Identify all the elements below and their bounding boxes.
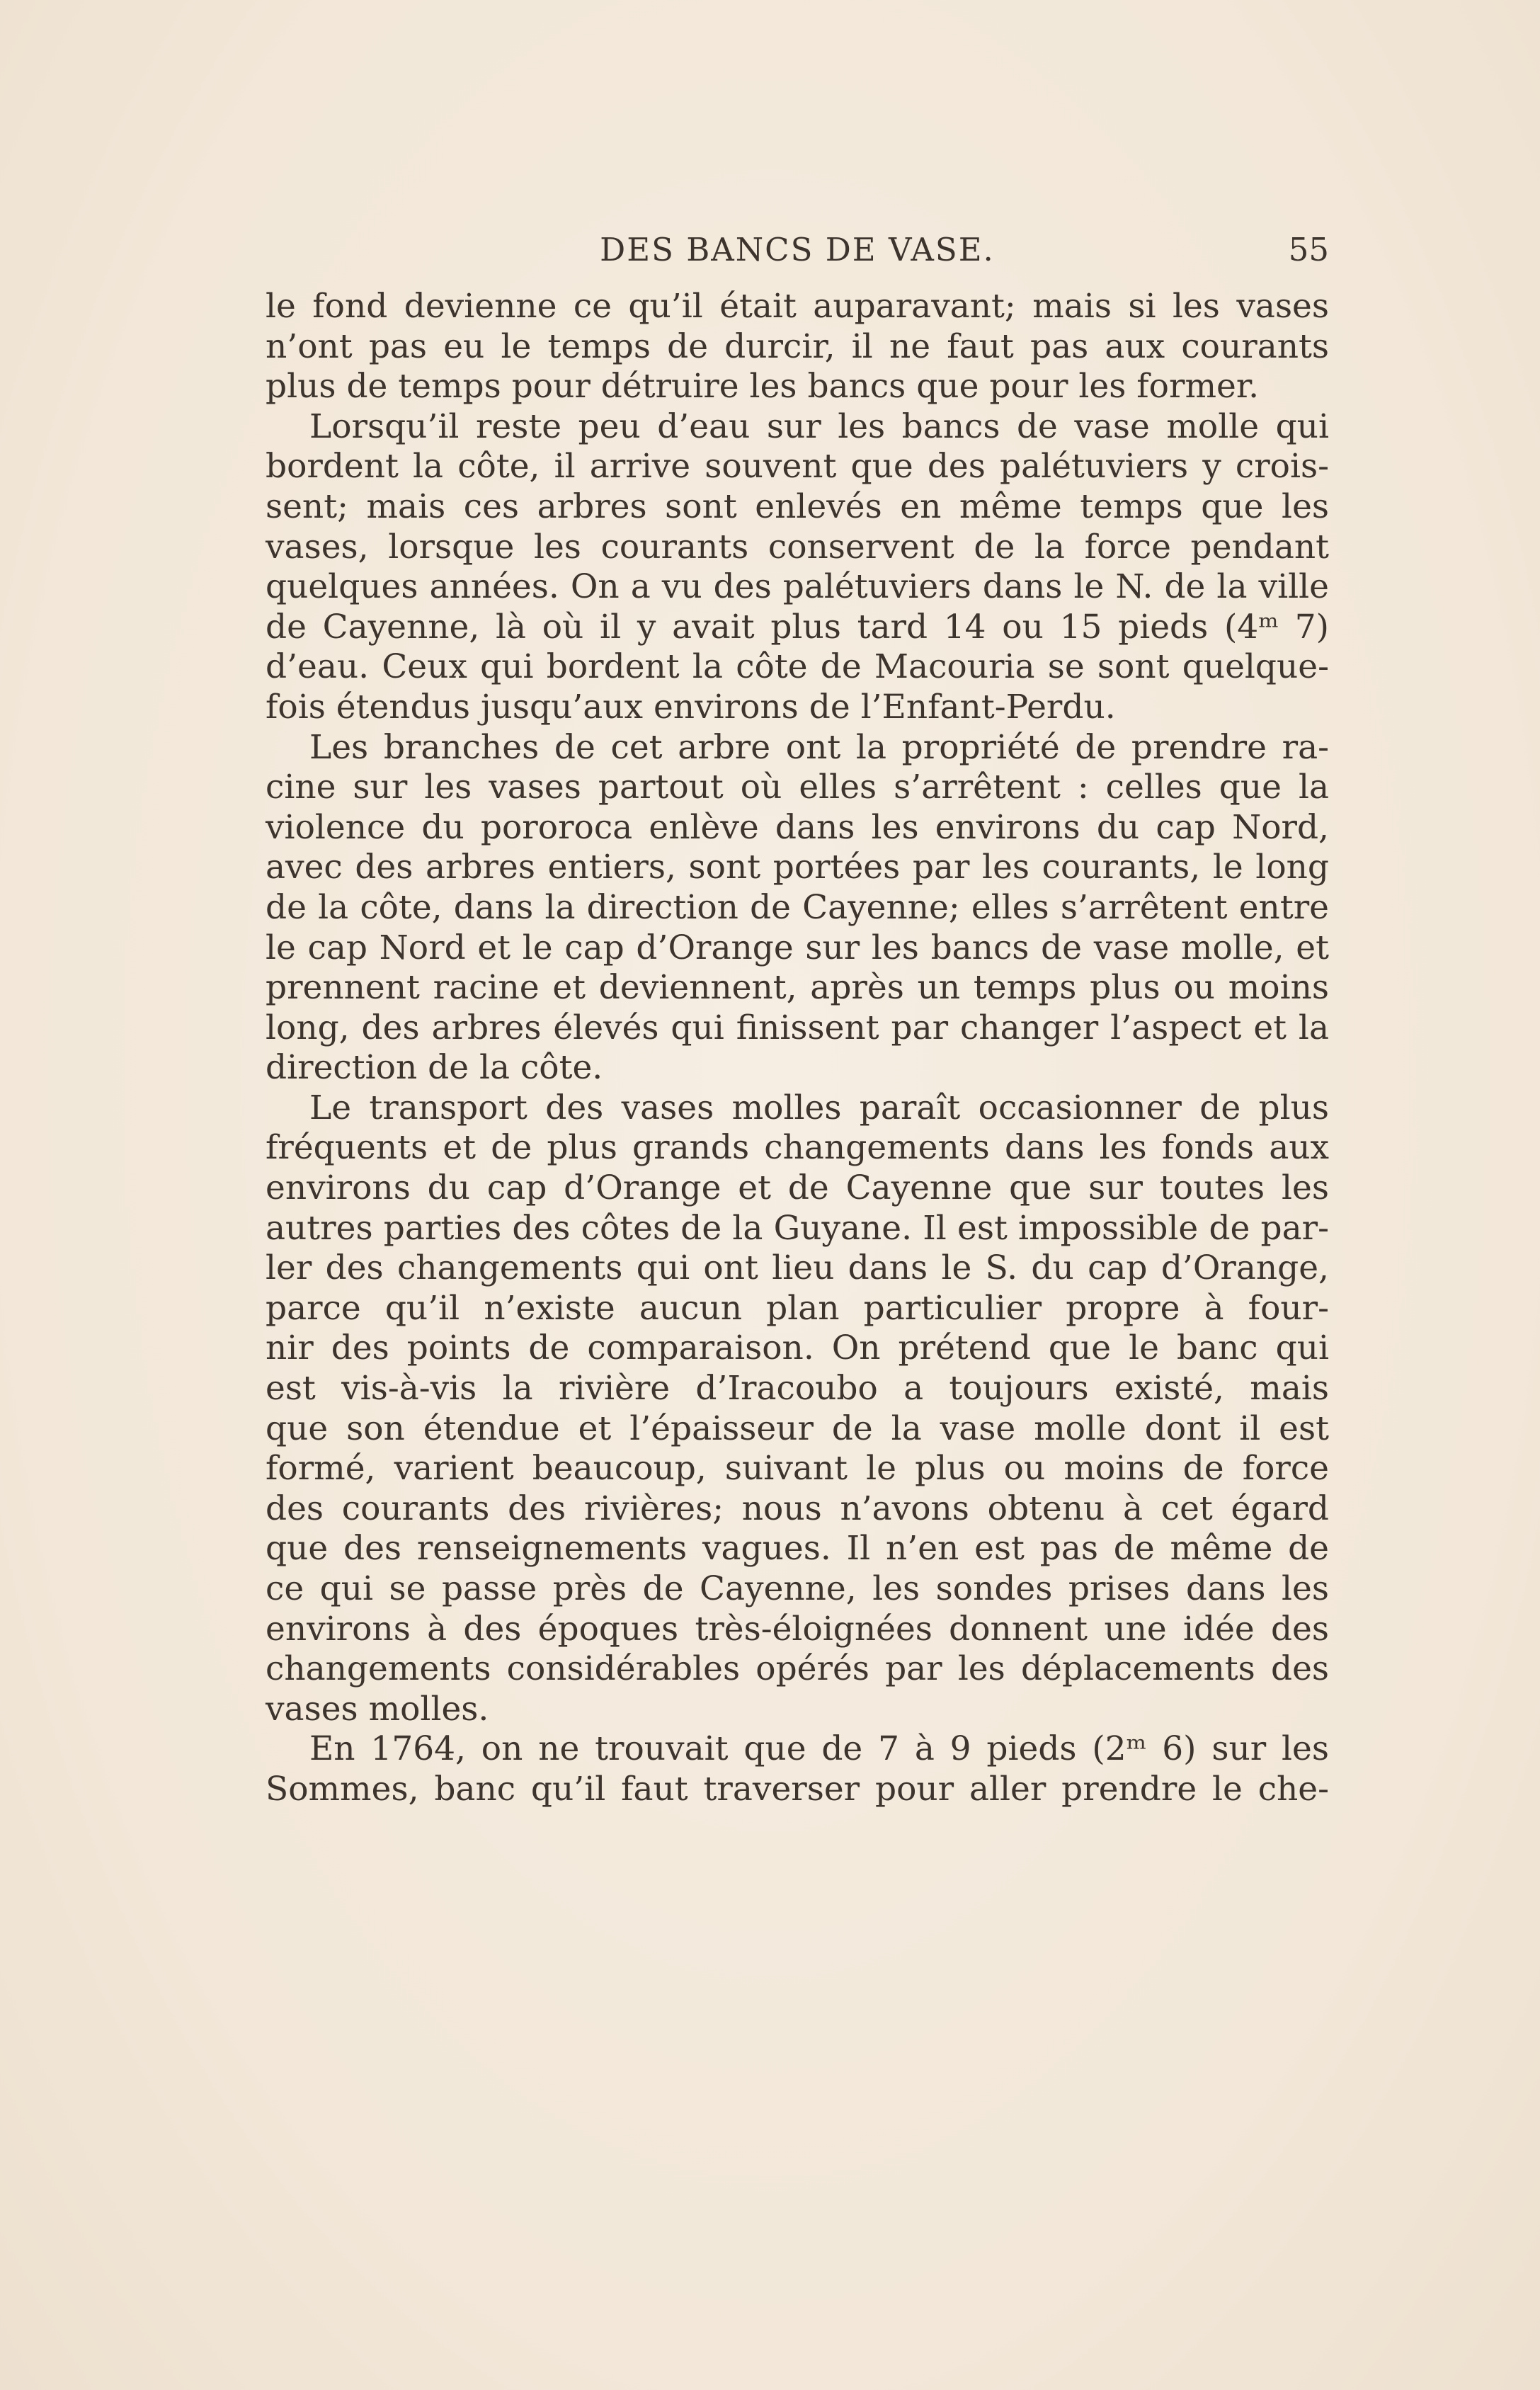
text-line: violence du pororoca enlève dans les environs du cap Nord,	[266, 807, 1329, 847]
text-line: nir des points de comparaison. On prétend que le banc qui	[266, 1328, 1329, 1368]
running-title: DES BANCS DE VASE.	[600, 231, 995, 268]
text-line: environs à des époques très-éloignées donnent une idée des	[266, 1609, 1329, 1649]
text-line: Les branches de cet arbre ont la propriété de prendre ra-	[309, 727, 1329, 767]
text-line: d’eau. Ceux qui bordent la côte de Macouria se sont quelque-	[266, 647, 1329, 687]
text-line: En 1764, on ne trouvait que de 7 à 9 pieds (2ᵐ 6) sur les	[309, 1729, 1329, 1769]
text-line: Sommes, banc qu’il faut traverser pour aller prendre le che-	[266, 1769, 1329, 1809]
page-number: 55	[1288, 231, 1329, 268]
text-line: Le transport des vases molles paraît occasionner de plus	[309, 1088, 1329, 1127]
text-line: ler des changements qui ont lieu dans le S. du cap d’Orange,	[266, 1248, 1329, 1288]
text-line: des courants des rivières; nous n’avons obtenu à cet égard	[266, 1489, 1329, 1528]
text-line: de la côte, dans la direction de Cayenne; elles s’arrêtent entre	[266, 887, 1329, 927]
text-line: vases, lorsque les courants conservent de la force pendant	[266, 527, 1329, 567]
text-line: de Cayenne, là où il y avait plus tard 14 ou 15 pieds (4ᵐ 7)	[266, 607, 1329, 647]
text-line: autres parties des côtes de la Guyane. Il est impossible de par-	[266, 1208, 1329, 1248]
text-line: parce qu’il n’existe aucun plan particulier propre à four-	[266, 1288, 1329, 1328]
text-line: long, des arbres élevés qui finissent par changer l’aspect et la	[266, 1008, 1329, 1047]
text-line: sent; mais ces arbres sont enlevés en même temps que les	[266, 486, 1329, 526]
text-line: vases molles.	[266, 1689, 489, 1729]
text-line: Lorsqu’il reste peu d’eau sur les bancs de vase molle qui	[309, 406, 1329, 446]
text-line: cine sur les vases partout où elles s’arrêtent : celles que la	[266, 768, 1329, 807]
text-line: changements considérables opérés par les déplacements des	[266, 1649, 1329, 1689]
text-line: direction de la côte.	[266, 1048, 603, 1088]
text-line: bordent la côte, il arrive souvent que des palétuviers y crois-	[266, 447, 1329, 486]
text-line: est vis-à-vis la rivière d’Iracoubo a toujours existé, mais	[266, 1369, 1329, 1409]
page-header	[266, 225, 1329, 275]
text-line: que des renseignements vagues. Il n’en est pas de même de	[266, 1529, 1329, 1569]
text-line: ce qui se passe près de Cayenne, les sondes prises dans les	[266, 1569, 1329, 1608]
text-line: le fond devienne ce qu’il était auparavant; mais si les vases	[266, 287, 1329, 326]
text-line: fois étendus jusqu’aux environs de l’Enfant-Perdu.	[266, 687, 1116, 727]
text-line: que son étendue et l’épaisseur de la vase molle dont il est	[266, 1409, 1329, 1448]
text-line: prennent racine et deviennent, après un temps plus ou moins	[266, 968, 1329, 1008]
text-line: avec des arbres entiers, sont portées par les courants, le long	[266, 848, 1329, 887]
text-line: formé, varient beaucoup, suivant le plus ou moins de force	[266, 1449, 1329, 1489]
text-line: quelques années. On a vu des palétuviers dans le N. de la ville	[266, 567, 1329, 607]
text-line: fréquents et de plus grands changements dans les fonds aux	[266, 1128, 1329, 1168]
text-line: le cap Nord et le cap d’Orange sur les bancs de vase molle, et	[266, 928, 1329, 967]
text-line: n’ont pas eu le temps de durcir, il ne faut pas aux courants	[266, 326, 1329, 366]
body-text	[266, 287, 1329, 1810]
text-line: environs du cap d’Orange et de Cayenne que sur toutes les	[266, 1168, 1329, 1208]
text-line: plus de temps pour détruire les bancs que pour les former.	[266, 367, 1260, 406]
